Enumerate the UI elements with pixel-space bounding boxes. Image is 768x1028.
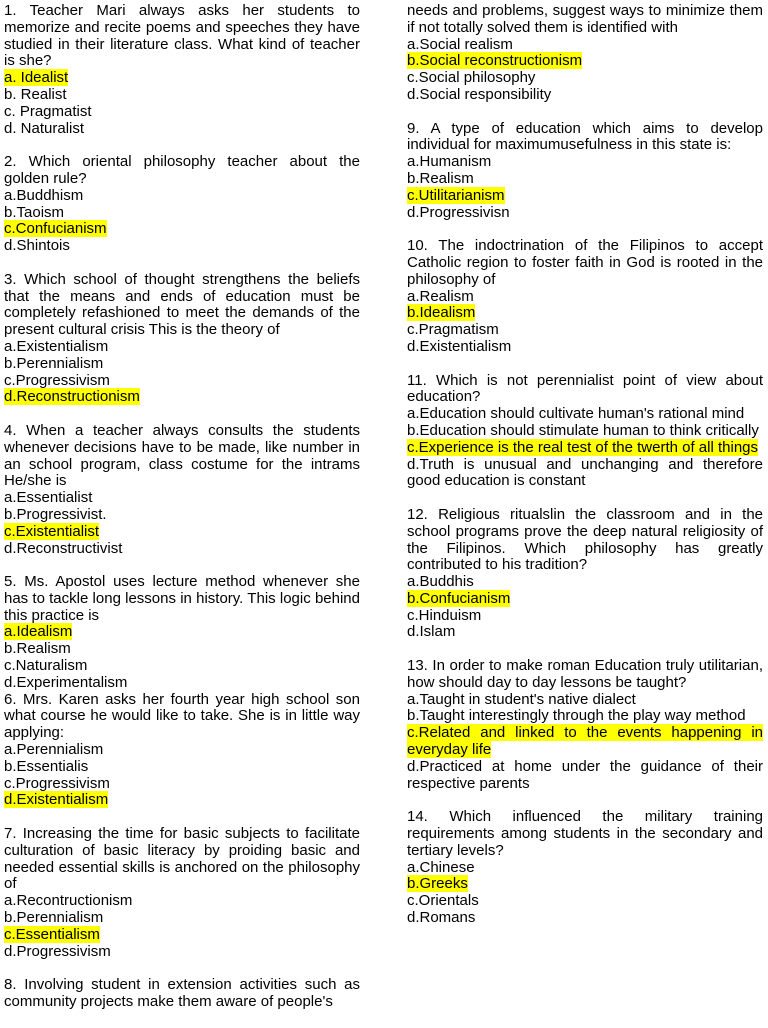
answer-option-text: a.Existentialism <box>4 337 109 355</box>
answer-option <box>4 759 360 776</box>
answer-option <box>4 87 360 104</box>
answer-option-text: b.Taoism <box>4 203 65 221</box>
answer-option <box>4 893 360 910</box>
question-stem: 14. Which influenced the military training requirements among students in the secondary and tertiary levels? <box>407 808 763 859</box>
answer-option-text: d.Practiced at home under the guidance of their respective parents <box>407 757 763 792</box>
answer-option-text: c.Progressivism <box>4 774 110 792</box>
answer-option-text: b.Realism <box>407 169 474 187</box>
answer-option-text: b.Realism <box>4 640 71 658</box>
answer-option <box>4 238 360 255</box>
answer-option <box>4 658 360 675</box>
answer-option-text: c.Related and linked to the events happening in everyday life <box>407 724 763 759</box>
answer-option-highlighted <box>4 70 360 87</box>
answer-option <box>407 154 763 171</box>
answer-option-text: b.Confucianism <box>407 589 511 607</box>
answer-option-highlighted <box>4 221 360 238</box>
question-block <box>4 826 360 960</box>
answer-option-text: a.Education should cultivate human's rational mind <box>407 405 745 423</box>
answer-option <box>4 373 360 390</box>
answer-option <box>4 356 360 373</box>
question-block <box>4 3 360 137</box>
answer-option-text: d.Reconstructionism <box>4 388 140 406</box>
question-stem: 12. Religious ritualslin the classroom and in the school programs prove the deep natural religiosity of the Filipinos. Which philosophy has greatly contributed to his tradition? <box>407 505 763 574</box>
answer-option-text: c.Experience is the real test of the twerth of all things <box>407 438 759 456</box>
answer-option-text: a.Social realism <box>407 35 513 53</box>
answer-option <box>4 675 360 692</box>
question-block <box>407 238 763 356</box>
question-block <box>4 272 360 406</box>
answer-option <box>407 289 763 306</box>
answer-option-text: d.Islam <box>407 623 456 641</box>
question-block <box>4 692 360 810</box>
answer-option-text: b.Progressivist. <box>4 505 107 523</box>
answer-option-text: b.Greeks <box>407 875 468 893</box>
answer-option-text: c.Pragmatism <box>407 321 499 339</box>
question-stem: 5. Ms. Apostol uses lecture method whenever she has to tackle long lessons in history. This logic behind this practice is <box>4 573 360 624</box>
answer-option <box>4 742 360 759</box>
answer-option-highlighted <box>4 389 360 406</box>
answer-option <box>407 759 763 793</box>
answer-option <box>4 188 360 205</box>
answer-option <box>4 541 360 558</box>
answer-option-highlighted <box>407 876 763 893</box>
question-stem: 10. The indoctrination of the Filipinos to accept Catholic region to foster faith in God is rooted in the philosophy of <box>407 237 763 288</box>
answer-option-text: b. Realist <box>4 85 67 103</box>
answer-option-text: a.Recontructionism <box>4 892 133 910</box>
question-stem: 8. Involving student in extension activities such as community projects make them aware of people's <box>4 976 360 1011</box>
answer-option-text: a. Idealist <box>4 69 69 87</box>
answer-option <box>4 121 360 138</box>
answer-option-highlighted <box>4 927 360 944</box>
answer-option <box>407 893 763 910</box>
question-block <box>4 574 360 692</box>
answer-option-text: c.Confucianism <box>4 220 107 238</box>
right-column <box>407 3 763 944</box>
answer-option <box>407 708 763 725</box>
answer-option-text: a.Realism <box>407 287 474 305</box>
answer-option <box>4 776 360 793</box>
question-stem: 1. Teacher Mari always asks her students to memorize and recite poems and speeches they have studied in their literature class. What kind of teacher is she? <box>4 2 360 70</box>
question-block <box>4 154 360 255</box>
question-stem: 13. In order to make roman Education truly utilitarian, how should day to day lessons be taught? <box>407 657 763 691</box>
answer-option-text: a.Humanism <box>407 153 492 171</box>
answer-option-highlighted <box>4 624 360 641</box>
answer-option-highlighted <box>407 725 763 759</box>
answer-option-highlighted <box>4 792 360 809</box>
answer-option <box>4 641 360 658</box>
answer-option-text: a.Chinese <box>407 858 475 876</box>
answer-option <box>407 910 763 927</box>
question-stem: 7. Increasing the time for basic subjects to facilitate culturation of basic literacy by proiding basic and needed essential skills is anchored on the philosophy of <box>4 825 360 893</box>
question-block <box>407 658 763 792</box>
answer-option <box>407 87 763 104</box>
answer-option-text: b.Perennialism <box>4 354 104 372</box>
answer-option-text: d.Progressivism <box>4 942 111 960</box>
answer-option <box>407 692 763 709</box>
answer-option-text: c.Utilitarianism <box>407 186 505 204</box>
question-block <box>407 507 763 641</box>
answer-option-text: a.Taught in student's native dialect <box>407 690 636 708</box>
answer-option-text: c.Essentialism <box>4 925 100 943</box>
answer-option <box>407 205 763 222</box>
answer-option <box>407 171 763 188</box>
answer-option-text: c.Hinduism <box>407 606 482 624</box>
answer-option <box>407 423 763 440</box>
answer-option <box>407 574 763 591</box>
answer-option-highlighted <box>407 305 763 322</box>
answer-option <box>4 944 360 961</box>
answer-option-text: d.Existentialism <box>4 791 109 809</box>
answer-option-text: c.Orientals <box>407 892 479 910</box>
answer-option-text: b.Taught interestingly through the play way method <box>407 707 746 725</box>
question-block <box>407 809 763 927</box>
answer-option-text: a.Perennialism <box>4 741 104 759</box>
answer-option-highlighted <box>407 53 763 70</box>
question-block <box>407 3 763 104</box>
answer-option <box>407 860 763 877</box>
question-block <box>407 121 763 222</box>
question-stem: 6. Mrs. Karen asks her fourth year high school son what course he would like to take. She is in little way applying: <box>4 690 360 742</box>
answer-option-text: b.Education should stimulate human to think critically <box>407 421 759 439</box>
question-stem: 11. Which is not perennialist point of view about education? <box>407 371 763 406</box>
answer-option-text: c.Progressivism <box>4 371 110 389</box>
answer-option-text: b.Perennialism <box>4 909 104 927</box>
answer-option <box>4 490 360 507</box>
question-block <box>4 977 360 1011</box>
answer-option-text: d.Existentialism <box>407 337 512 355</box>
answer-option-text: a.Essentialist <box>4 489 93 507</box>
answer-option-text: b.Idealism <box>407 304 476 322</box>
answer-option-text: d.Shintois <box>4 237 70 255</box>
answer-option <box>407 624 763 641</box>
question-block <box>407 373 763 491</box>
answer-option-highlighted <box>407 440 763 457</box>
answer-option-text: a.Buddhism <box>4 186 84 204</box>
answer-option-text: d.Progressivisn <box>407 203 510 221</box>
question-stem: needs and problems, suggest ways to minimize them if not totally solved them is identified with <box>407 2 763 36</box>
answer-option <box>407 457 763 491</box>
answer-option-text: a.Buddhis <box>407 573 474 591</box>
answer-option-text: d.Truth is unusual and unchanging and therefore good education is constant <box>407 455 763 490</box>
answer-option-highlighted <box>407 591 763 608</box>
answer-option-highlighted <box>4 524 360 541</box>
answer-option <box>4 910 360 927</box>
answer-option-text: c.Existentialist <box>4 522 100 540</box>
question-block <box>4 423 360 557</box>
answer-option-highlighted <box>407 188 763 205</box>
answer-option <box>4 104 360 121</box>
answer-option <box>4 339 360 356</box>
answer-option-text: d.Experimentalism <box>4 673 128 691</box>
answer-option-text: d.Romans <box>407 909 476 927</box>
answer-option <box>4 205 360 222</box>
answer-option-text: c.Naturalism <box>4 657 88 675</box>
question-stem: 9. A type of education which aims to develop individual for maximumusefulness in this state is: <box>407 119 763 154</box>
answer-option <box>4 507 360 524</box>
answer-option-text: a.Idealism <box>4 623 73 641</box>
answer-option-text: b.Essentialis <box>4 757 89 775</box>
answer-option-text: c. Pragmatist <box>4 102 92 120</box>
answer-option-text: b.Social reconstructionism <box>407 52 583 70</box>
answer-option-text: d. Naturalist <box>4 119 85 137</box>
answer-option <box>407 37 763 54</box>
question-stem: 2. Which oriental philosophy teacher about the golden rule? <box>4 153 360 187</box>
answer-option-text: d.Reconstructivist <box>4 539 123 557</box>
answer-option <box>407 70 763 87</box>
question-stem: 3. Which school of thought strengthens the beliefs that the means and ends of education must be completely refashioned to meet the demands of the present cultural crisis This is the theory of <box>4 270 360 339</box>
left-column <box>4 3 360 1028</box>
question-stem: 4. When a teacher always consults the students whenever decisions have to be made, like number in an school program, class costume for the intrams He/she is <box>4 421 360 490</box>
answer-option <box>407 406 763 423</box>
answer-option-text: d.Social responsibility <box>407 85 552 103</box>
answer-option-text: c.Social philosophy <box>407 69 536 87</box>
answer-option <box>407 339 763 356</box>
answer-option <box>407 608 763 625</box>
answer-option <box>407 322 763 339</box>
